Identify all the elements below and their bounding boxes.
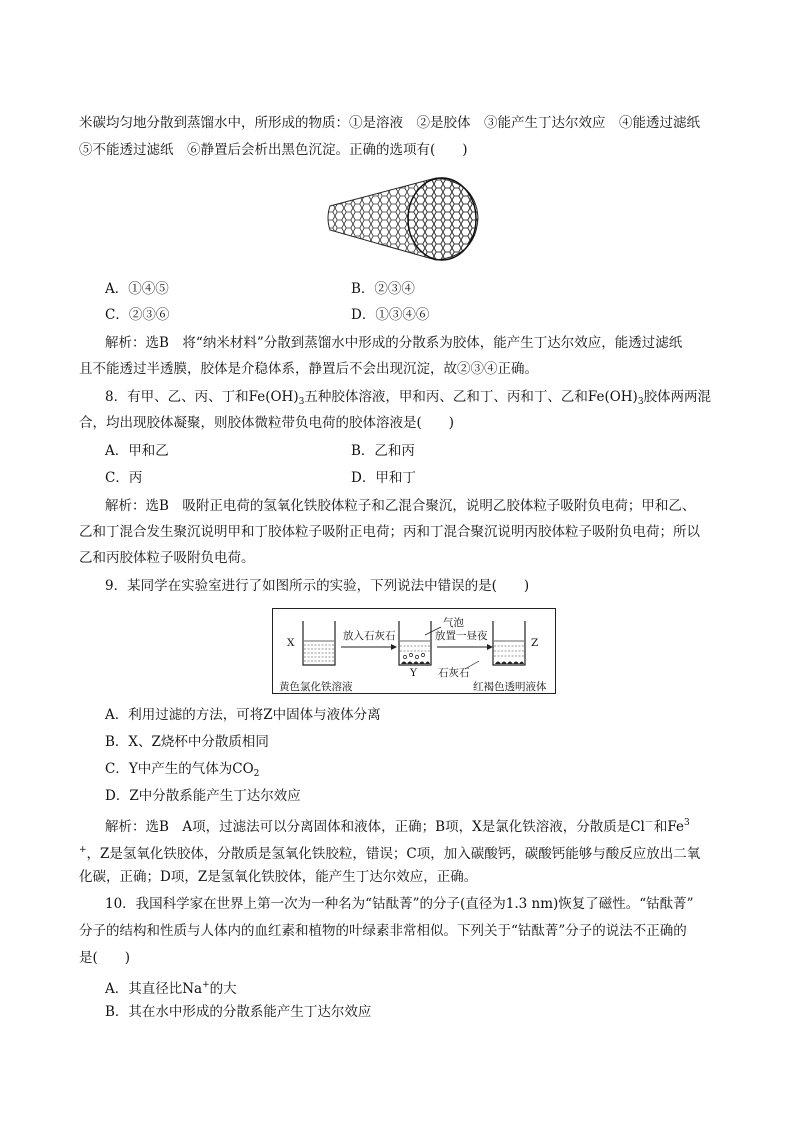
q7-option-b: B．②③④ — [351, 281, 415, 297]
q8-stem-line2: 合，均出现胶体凝聚，则胶体微粒带负电荷的胶体溶液是( ) — [79, 415, 455, 431]
beaker-z — [493, 621, 525, 665]
q8-analysis-line1: 解析：选B 吸附正电荷的氢氧化铁胶体粒子和乙混合聚沉，说明乙胶体粒子吸附负电荷；甲和乙、 — [105, 498, 696, 514]
label-bubble: 气泡 — [443, 617, 464, 629]
label-step2: 放置一昼夜 — [435, 630, 488, 642]
label-step1: 放入石灰石 — [343, 630, 396, 642]
q8-option-b: B．乙和丙 — [351, 443, 415, 459]
q8-option-c: C．丙 — [105, 470, 143, 486]
q9-option-d: D．Z中分散系能产生丁达尔效应 — [105, 788, 301, 804]
q10-option-a: A．其直径比Na+的大 — [105, 980, 237, 997]
q9-stem: 9．某同学在实验室进行了如图所示的实验，下列说法中错误的是( ) — [105, 578, 530, 594]
q8-option-a: A．甲和乙 — [105, 443, 169, 459]
label-stone: 石灰石 — [438, 667, 470, 679]
experiment-diagram — [272, 608, 556, 694]
label-x: X — [287, 637, 295, 649]
q7-stem-line2: ⑤不能透过滤纸 ⑥静置后会析出黑色沉淀。正确的选项有( ) — [79, 142, 468, 158]
q7-analysis-line1: 解析：选B 将“纳米材料”分散到蒸馏水中形成的分散系为胶体，能产生丁达尔效应，能透过滤纸 — [105, 335, 683, 351]
q9-analysis-line3: 化碳，正确；D项，Z是氢氧化铁胶体，能产生丁达尔效应，正确。 — [79, 869, 478, 885]
carbon-nanotube-image — [326, 172, 482, 264]
q10-stem-line3: 是( ) — [79, 950, 131, 966]
q8-analysis-line2: 乙和丁混合发生聚沉说明甲和丁胶体粒子吸附正电荷；丙和丁混合聚沉说明丙胶体粒子吸附负电荷；所以 — [79, 524, 700, 540]
q10-option-b: B．其在水中形成的分散系能产生丁达尔效应 — [105, 1004, 372, 1020]
q8-analysis-line3: 乙和丙胶体粒子吸附负电荷。 — [79, 550, 255, 566]
q7-analysis-line2: 且不能透过半透膜，胶体是介稳体系，静置后不会出现沉淀，故②③④正确。 — [79, 361, 538, 377]
caption-right: 红褐色透明液体 — [473, 681, 547, 693]
caption-left: 黄色氯化铁溶液 — [279, 681, 353, 693]
q7-option-a: A．①④⑤ — [105, 281, 169, 297]
q7-option-c: C．②③⑥ — [105, 307, 170, 323]
q7-option-d: D．①③④⑥ — [351, 307, 430, 323]
q9-option-c: C．Y中产生的气体为$CO_2$ — [105, 761, 260, 779]
q9-option-b: B．X、Z烧杯中分散质相同 — [105, 734, 269, 750]
q7-stem-line1: 米碳均匀地分散到蒸馏水中，所形成的物质：①是溶液 ②是胶体 ③能产生丁达尔效应 ④能透过滤纸 — [79, 115, 700, 131]
q8-option-d: D．甲和丁 — [351, 470, 416, 486]
label-z: Z — [531, 637, 539, 649]
beaker-y — [399, 621, 431, 665]
beaker-x — [303, 621, 335, 665]
q9-analysis-line1: 解析：选B A项，过滤法可以分离固体和液体，正确；B项，X是氯化铁溶液，分散质是Cl－和Fe$^3$ — [105, 818, 690, 835]
q8-stem-line1: 8．有甲、乙、丙、丁和$Fe(OH)_3$五种胶体溶液，甲和丙、乙和丁、丙和丁、乙和$Fe(OH)_3$胶体两两混 — [105, 389, 712, 407]
q9-analysis-line2: +，Z是氢氧化铁胶体，分散质是氢氧化铁胶粒，错误；C项，加入碳酸钙，碳酸钙能够与酸反应放出二氧 — [79, 845, 701, 862]
label-y: Y — [410, 667, 417, 679]
q10-stem-line2: 分子的结构和性质与人体内的血红素和植物的叶绿素非常相似。下列关于“钴酞菁”分子的说法不正确的 — [79, 923, 687, 939]
q10-stem-line1: 10．我国科学家在世界上第一次为一种名为“钴酞菁”的分子(直径为1.3 nm)恢复了磁性。“钴酞菁” — [105, 896, 694, 912]
q9-option-a: A．利用过滤的方法，可将Z中固体与液体分离 — [105, 707, 381, 723]
